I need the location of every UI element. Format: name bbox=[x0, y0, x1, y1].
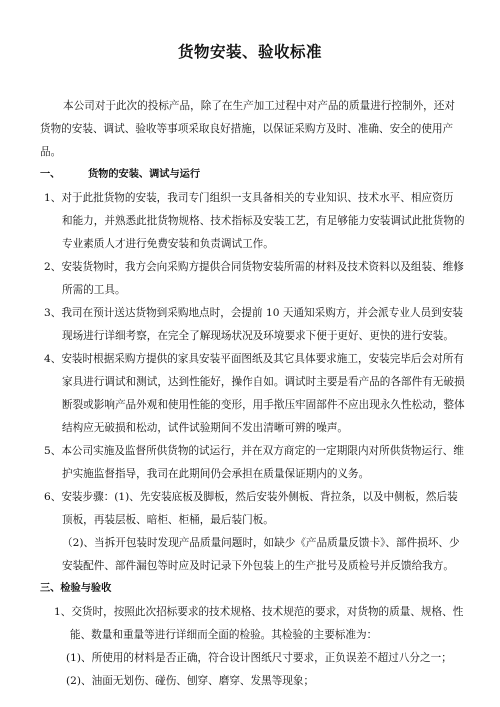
body-line: 1、对于此批货物的安装，我司专门组织一支具备相关的专业知识、技术水平、相应资历 bbox=[44, 192, 454, 204]
section-number: 一、 bbox=[40, 169, 61, 180]
section-heading: 三、检验与验收 bbox=[40, 583, 112, 594]
body-line: 安装配件、部件漏包等时应及时记录下外包装上的生产批号及质检号并反馈给我方。 bbox=[62, 560, 454, 572]
document-title: 货物安装、验收标准 bbox=[177, 43, 322, 61]
body-line: 4、安装时根据采购方提供的家具安装平面图纸及其它具体要求施工，安装完毕后会对所有 bbox=[44, 353, 464, 365]
body-line: 能、数量和重量等进行详细而全面的检验。其检验的主要标准为： bbox=[70, 629, 378, 641]
body-line: 现场进行详细考察，在完全了解现场状况及环境要求下便于更好、更快的进行安装。 bbox=[62, 330, 454, 342]
body-line: （2)、当拆开包装时发现产品质量问题时，如缺少《产品质量反馈卡》、部件损坏、少 bbox=[62, 537, 460, 549]
body-line: 顶板，再装层板、暗柜、柜桶，最后装门板。 bbox=[62, 514, 274, 526]
body-line: 所需的工具。 bbox=[62, 284, 126, 296]
section-heading: 货物的安装、调试与运行 bbox=[88, 169, 201, 180]
body-line: 断裂或影响产品外观和使用性能的变形，用手揿压牢固部件不应出现永久性松动，整体 bbox=[62, 399, 465, 411]
body-line: 5、本公司实施及监督所供货物的试运行，并在双方商定的一定期限内对所供货物运行、维 bbox=[44, 445, 464, 457]
body-line: 和能力，并熟悉此批货物规格、技术指标及安装工艺，有足够能力安装调试此批货物的 bbox=[62, 215, 465, 227]
body-line: 专业素质人才进行免费安装和负责调试工作。 bbox=[62, 238, 274, 250]
body-line: 结构应无破损和松动，试件试验期间不发出清晰可辨的噪声。 bbox=[62, 422, 349, 434]
intro-line: 货物的安装、调试、验收等事项采取良好措施，以保证采购方及时、准确、安全的使用产 bbox=[40, 123, 454, 135]
intro-line: 品。 bbox=[40, 146, 62, 158]
body-line: 3、我司在预计送达货物到采购地点时，会提前 10 天通知采购方，并会派专业人员到安装 bbox=[44, 307, 463, 319]
body-line: (1)、所使用的材料是否正确，符合设计图纸尺寸要求，正负误差不超过八分之一； bbox=[66, 652, 452, 664]
body-line: 2、安装货物时，我方会向采购方提供合同货物安装所需的材料及技术资料以及组装、维修 bbox=[44, 261, 464, 273]
body-line: 6、安装步骤：(1)、先安装底板及脚板，然后安装外侧板、背拉条，以及中侧板，然后装 bbox=[44, 491, 458, 503]
body-line: 护实施监督指导，我司在此期间仍会承担在质量保证期内的义务。 bbox=[62, 468, 370, 480]
body-line: 1、交货时，按照此次招标要求的技术规格、技术规范的要求，对货物的质量、规格、性 bbox=[54, 606, 464, 618]
body-line: (2)、油面无划伤、碰伤、刨穿、磨穿、发黑等现象； bbox=[66, 675, 315, 687]
intro-line: 本公司对于此次的投标产品，除了在生产加工过程中对产品的质量进行控制外，还对 bbox=[63, 100, 455, 112]
body-line: 家具进行调试和测试，达到性能好，操作自如。调试时主要是看产品的各部件有无破损 bbox=[62, 376, 465, 388]
